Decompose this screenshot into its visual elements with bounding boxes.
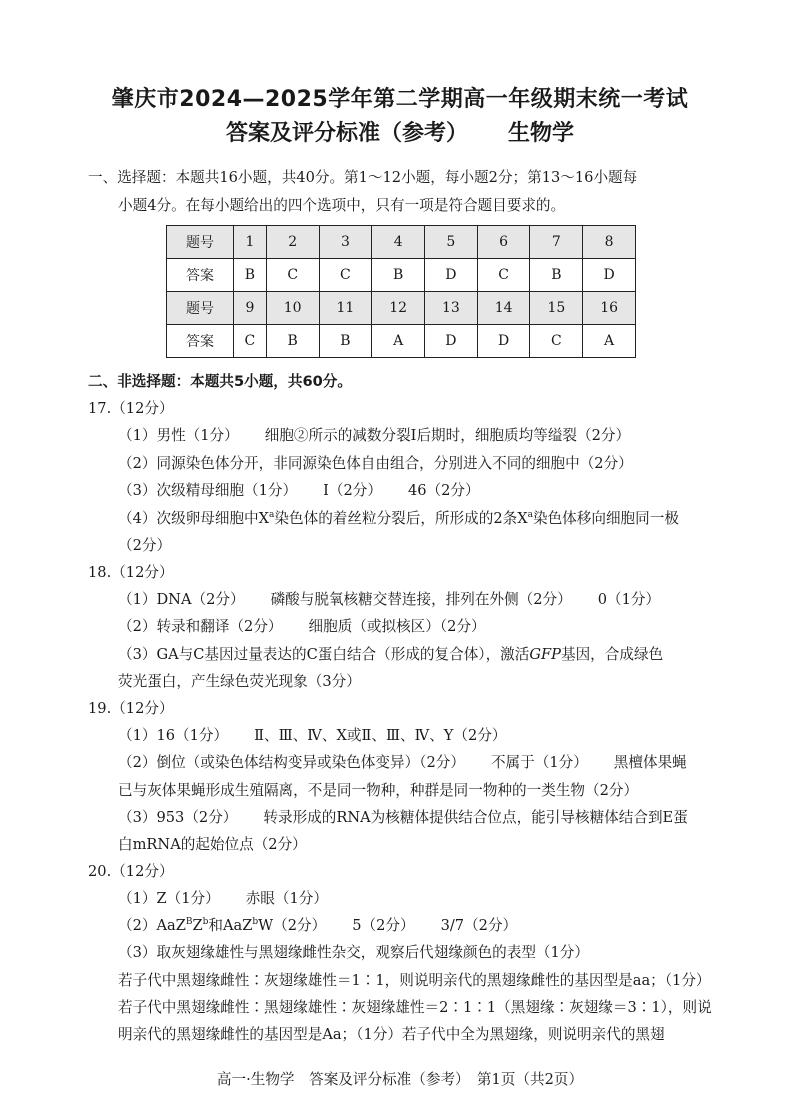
q18-part1-c: 0（1分） [597,591,661,608]
q19-part2-a: （2）倒位（或染色体结构变异或染色体变异）（2分） [118,754,465,771]
answer-cell: B [319,325,372,358]
q20-part2-f: 3/7（2分） [440,917,518,934]
gene-name: GFP [529,646,561,663]
question-number: 11 [319,292,372,325]
subtitle-answer-key: 答案及评分标准（参考） [225,121,468,146]
q20-part3: （3）取灰翅缘雄性与黑翅缘雌性杂交，观察后代翅缘颜色的表型（1分） [118,944,589,961]
q17-part3 [118,481,480,501]
exam-title: 肇庆市2024—2025学年第二学期高一年级期末统一考试 [111,87,689,112]
question-number-row-1 [167,226,636,259]
exam-subtitle [0,116,800,147]
genotype-text: W（2分） [258,917,327,934]
question-number: 13 [425,292,478,325]
section2-heading: 二、非选择题：本题共5小题，共60分。 [88,373,352,390]
answer-cell: C [234,325,267,358]
question-number: 9 [234,292,267,325]
q18-part3-pre: （3）GA与C基因过量表达的C蛋白结合（形成的复合体），激活 [118,646,530,663]
superscript: a [527,510,533,521]
q17-part1-b: 细胞②所示的减数分裂Ⅰ后期时，细胞质均等缢裂（2分） [264,427,631,444]
q19-part3-cont: 白mRNA的起始位点（2分） [118,836,307,853]
q19-part2 [118,753,687,773]
question-number: 5 [425,226,478,259]
genotype-text: （2）AaZ [118,917,186,934]
answer-cell: B [530,259,583,292]
q18-part1-b: 磷酸与脱氧核糖交替连接，排列在外侧（2分） [270,591,572,608]
question-number: 4 [372,226,425,259]
q18-part2-a: （2）转录和翻译（2分） [118,618,283,635]
q19-part2-cont: 已与灰体果蝇形成生殖隔离，不是同一物种，种群是同一物种的一类生物（2分） [118,782,639,799]
genotype-text: Z [192,917,203,934]
section1-text: 一、选择题：本题共16小题，共40分。第1～12小题，每小题2分；第13～16小题每 [88,169,638,186]
answer-cell: D [425,325,478,358]
answer-cell: C [266,259,319,292]
subtitle-subject: 生物学 [508,121,575,146]
superscript: b [252,917,259,928]
question-number: 7 [530,226,583,259]
q18-part2-b: 细胞质（或拟核区）（2分） [308,618,486,635]
q19-heading: 19.（12分） [88,700,174,717]
q18-part3-post: 基因，合成绿色 [560,646,664,663]
q19-part2-c: 黑檀体果蝇 [613,754,687,771]
section1-instructions-line1 [88,168,637,188]
q17-part1 [118,426,630,446]
answer-cell: B [234,259,267,292]
question-number: 8 [583,226,636,259]
label-question: 题号 [167,226,234,259]
q19-part3-b: 转录形成的RNA为核糖体提供结合位点，能引导核糖体结合到E蛋 [263,809,688,826]
q19-part3 [118,808,688,828]
question-number: 12 [372,292,425,325]
question-number: 3 [319,226,372,259]
q20-heading: 20.（12分） [88,863,174,880]
q17-part4-cont: （2分） [118,537,172,554]
q18-part1 [118,590,660,610]
question-number: 14 [477,292,530,325]
q18-part3 [118,645,663,665]
q17-part4-pre: （4）次级卵母细胞中X [118,510,270,527]
q20-part1 [118,889,328,909]
answer-cell: A [372,325,425,358]
q20-part3-line4: 明亲代的黑翅缘雌性的基因型是Aa；（1分）若子代中全为黑翅缘，则说明亲代的黑翅 [118,1026,665,1043]
q17-part3-a: （3）次级精母细胞（1分） [118,482,298,499]
question-number: 16 [583,292,636,325]
q17-part4-mid: 染色体的着丝粒分裂后，所形成的2条X [274,510,528,527]
answer-cell: C [477,259,530,292]
q20-part2 [118,916,517,936]
answer-cell: D [477,325,530,358]
label-answer: 答案 [167,259,234,292]
question-number: 6 [477,226,530,259]
answer-cell: C [319,259,372,292]
answer-cell: D [583,259,636,292]
answer-table [166,225,636,358]
label-question: 题号 [167,292,234,325]
q17-part3-c: 46（2分） [407,482,480,499]
q20-part1-a: （1）Z（1分） [118,890,220,907]
answer-cell: C [530,325,583,358]
answer-cell: A [583,325,636,358]
question-number: 10 [266,292,319,325]
label-answer: 答案 [167,325,234,358]
q18-part1-a: （1）DNA（2分） [118,591,245,608]
question-number: 2 [266,226,319,259]
genotype-text: 和AaZ [208,917,253,934]
q18-heading: 18.（12分） [88,564,174,581]
answer-row-2 [167,325,636,358]
q20-part3-line3: 若子代中黑翅缘雌性∶黑翅缘雄性∶灰翅缘雄性＝2∶1∶1（黑翅缘∶灰翅缘＝3∶1），则说 [118,999,712,1016]
answer-cell: B [266,325,319,358]
q18-part3-cont: 荧光蛋白，产生绿色荧光现象（3分） [118,673,361,690]
q18-part2 [118,617,486,637]
answer-row-1 [167,259,636,292]
page-footer: 高一·生物学 答案及评分标准（参考） 第1页（共2页） [216,1071,584,1088]
q20-part1-b: 赤眼（1分） [245,890,328,907]
q17-part4 [118,509,679,529]
q17-part3-b: Ⅰ（2分） [323,482,382,499]
superscript: b [202,917,209,928]
question-number: 15 [530,292,583,325]
q19-part1-b: Ⅱ、Ⅲ、Ⅳ、X或Ⅱ、Ⅲ、Ⅳ、Y（2分） [254,727,507,744]
question-number: 1 [234,226,267,259]
answer-cell: D [425,259,478,292]
section1-instructions-line2: 小题4分。在每小题给出的四个选项中，只有一项是符合题目要求的。 [118,197,566,214]
q17-part2: （2）同源染色体分开，非同源染色体自由组合，分别进入不同的细胞中（2分） [118,455,633,472]
question-number-row-2 [167,292,636,325]
q19-part1-a: （1）16（1分） [118,727,229,744]
q17-heading: 17.（12分） [88,400,174,417]
superscript: B [185,917,193,928]
superscript: a [269,510,275,521]
q20-part3-line2: 若子代中黑翅缘雌性∶灰翅缘雄性＝1∶1，则说明亲代的黑翅缘雌性的基因型是aa；（1分） [118,972,711,989]
q19-part1 [118,726,507,746]
q19-part3-a: （3）953（2分） [118,809,238,826]
answer-cell: B [372,259,425,292]
q19-part2-b: 不属于（1分） [490,754,588,771]
q17-part4-post: 染色体移向细胞同一极 [532,510,679,527]
q20-part2-e: 5（2分） [352,917,415,934]
q17-part1-a: （1）男性（1分） [118,427,239,444]
